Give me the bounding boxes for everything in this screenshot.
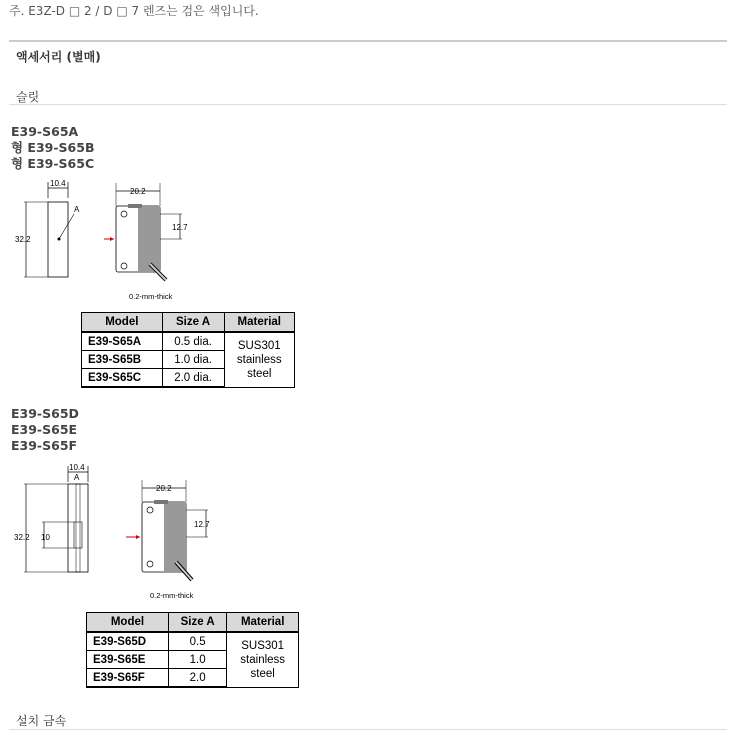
size-cell: 2.0 (168, 669, 226, 688)
material-line: SUS301 (237, 339, 281, 352)
slit-title: 슬릿 (16, 90, 40, 104)
group1-width-dim: 10.4 (50, 179, 66, 188)
group2-spec-table (86, 612, 299, 688)
model-cell: E39-S65E (87, 651, 169, 669)
group2-model-list (11, 406, 79, 454)
group2-model-line: E39-S65E (11, 422, 78, 437)
group1-light-arrow-icon (110, 237, 114, 241)
group1-slit-drawing (10, 176, 210, 306)
model-cell: E39-S65B (82, 351, 163, 369)
group2-slot-dim: 10 (41, 533, 50, 542)
slit-divider (9, 104, 727, 105)
group1-body-width-dim: 20.2 (130, 187, 146, 196)
group1-offset-dim: 12.7 (172, 223, 188, 232)
group2-model-line: E39-S65D (11, 406, 79, 421)
group2-slit-drawing (10, 460, 220, 602)
model-cell: E39-S65F (87, 669, 169, 688)
model-cell: E39-S65C (82, 369, 163, 388)
group2-thickness-note: 0.2-mm-thick (150, 591, 194, 600)
model-cell: E39-S65D (87, 632, 169, 651)
material-cell (224, 332, 294, 387)
group2-body-width-dim: 20.2 (156, 484, 172, 493)
table-header-material: Material (227, 613, 299, 633)
group1-height-dim: 32.2 (15, 235, 31, 244)
section-title: 액세서리 (별매) (16, 50, 101, 64)
group2-width-dim: 10.4 (69, 463, 85, 472)
group1-model-line: E39-S65A (11, 124, 79, 139)
material-line: steel (247, 367, 272, 380)
table-header-size: Size A (168, 613, 226, 633)
table-row (87, 632, 299, 651)
material-line: stainless (240, 653, 286, 666)
table-header-size: Size A (162, 313, 224, 333)
group1-label-a: A (74, 205, 80, 214)
group2-model-line: E39-S65F (11, 438, 78, 453)
group1-model-list (11, 124, 94, 172)
group2-light-arrow-icon (136, 535, 140, 539)
group1-model-line: 형 E39-S65C (11, 156, 95, 171)
size-cell: 0.5 (168, 632, 226, 651)
table-header-model: Model (82, 313, 163, 333)
table-header-material: Material (224, 313, 294, 333)
size-cell: 0.5 dia. (162, 332, 224, 351)
group1-spec-table (81, 312, 295, 388)
material-line: steel (250, 667, 275, 680)
mount-bracket-title: 설치 금속 (16, 714, 67, 728)
group1-thickness-note: 0.2-mm-thick (129, 292, 173, 301)
material-line: stainless (236, 353, 282, 366)
group2-label-a: A (74, 473, 80, 482)
group2-offset-dim: 12.7 (194, 520, 210, 529)
lens-note: 주. E3Z-D □ 2 / D □ 7 렌즈는 검은 색입니다. (9, 4, 259, 18)
mount-divider (9, 729, 727, 730)
group2-height-dim: 32.2 (14, 533, 30, 542)
table-row (82, 332, 295, 351)
size-cell: 1.0 dia. (162, 351, 224, 369)
table-header-model: Model (87, 613, 169, 633)
material-cell (227, 632, 299, 687)
group1-model-line: 형 E39-S65B (11, 140, 95, 155)
size-cell: 1.0 (168, 651, 226, 669)
section-divider (9, 40, 727, 42)
size-cell: 2.0 dia. (162, 369, 224, 388)
model-cell: E39-S65A (82, 332, 163, 351)
material-line: SUS301 (241, 639, 285, 652)
